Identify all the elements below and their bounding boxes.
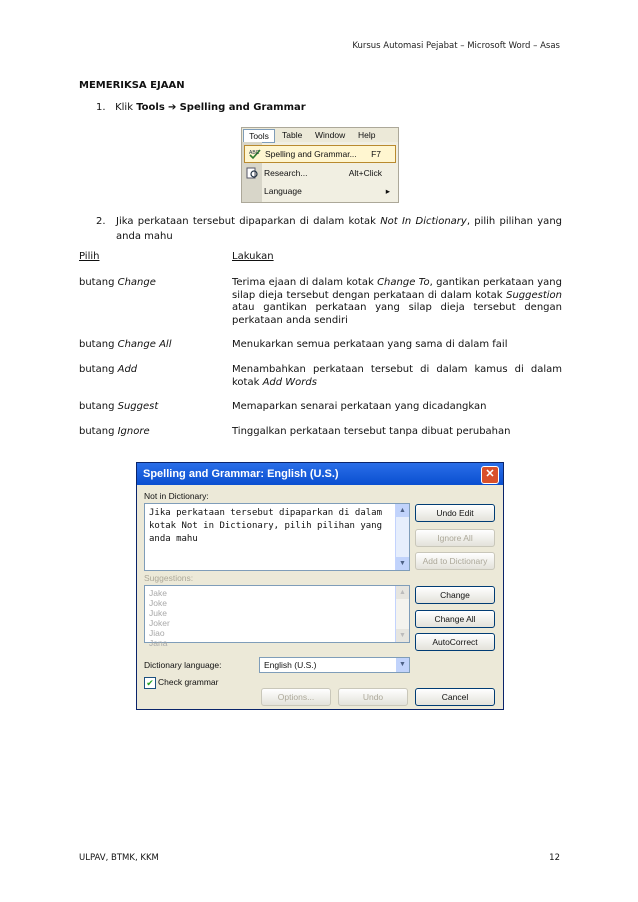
options-button[interactable]: Options...	[261, 688, 331, 706]
suggestions-list[interactable]	[144, 585, 410, 648]
row-option	[79, 277, 156, 288]
dictionary-language-label: Dictionary language:	[144, 660, 222, 670]
row-action	[232, 426, 562, 439]
list-item[interactable]: Jana	[149, 638, 168, 648]
step-target: Spelling and Grammar	[179, 102, 306, 113]
tools-menu-screenshot	[241, 127, 399, 203]
row-option	[79, 426, 150, 437]
menu-table[interactable]: Table	[282, 130, 303, 140]
menu-item-research[interactable]	[264, 165, 396, 181]
option-button-name: Add	[117, 364, 138, 375]
menu-window[interactable]: Window	[315, 130, 346, 140]
menu-item-label: Research...	[264, 168, 308, 178]
option-prefix: butang	[79, 426, 118, 437]
suggestions-items	[145, 586, 409, 650]
menu-help[interactable]: Help	[358, 130, 376, 140]
action-text: , gantikan perkataan yang silap dieja tersebut dengan perkataan di dalam kotak	[232, 277, 562, 301]
undo-button[interactable]: Undo	[338, 688, 408, 706]
option-prefix: butang	[79, 339, 118, 350]
close-icon[interactable]: ✕	[481, 466, 499, 484]
page-header: Kursus Automasi Pejabat – Microsoft Word – Asas	[352, 41, 560, 51]
dictionary-language-select[interactable]	[259, 657, 410, 673]
menu-bar	[242, 128, 398, 142]
check-grammar-label: Check grammar	[158, 677, 219, 687]
list-item[interactable]: Juke	[149, 608, 167, 618]
not-in-dictionary-textbox[interactable]	[144, 503, 410, 571]
menu-item-spelling[interactable]	[244, 145, 396, 163]
column-header-lakukan: Lakukan	[232, 251, 274, 262]
cancel-button[interactable]: Cancel	[415, 688, 495, 706]
row-action	[232, 277, 562, 327]
list-item[interactable]: Joker	[149, 618, 170, 628]
page-number: 12	[549, 853, 560, 863]
undo-edit-button[interactable]: Undo Edit	[415, 504, 495, 522]
option-button-name: Change	[117, 277, 156, 288]
submenu-arrow-icon: ▸	[385, 186, 390, 196]
menu-tools[interactable]: Tools	[243, 129, 275, 143]
ignore-all-button[interactable]: Ignore All	[415, 529, 495, 547]
autocorrect-button[interactable]: AutoCorrect	[415, 633, 495, 651]
action-text: Menukarkan semua perkataan yang sama di dalam fail	[232, 339, 508, 350]
step-text-emphasis: Not In Dictionary	[380, 216, 467, 227]
action-emphasis: Suggestion	[506, 289, 562, 301]
suggestions-label: Suggestions:	[144, 573, 194, 583]
option-button-name: Ignore	[117, 426, 150, 437]
row-action	[232, 364, 562, 389]
footer-organization: ULPAV, BTMK, KKM	[79, 853, 159, 863]
dialog-title: Spelling and Grammar: English (U.S.)	[143, 468, 339, 480]
row-action	[232, 401, 562, 414]
research-icon	[246, 167, 258, 179]
action-text: atau gantikan perkataan yang silap dieja tersebut dengan perkataan anda sendiri	[232, 302, 562, 326]
step-2-text	[116, 214, 562, 244]
menu-item-label: Language	[264, 186, 302, 196]
row-option	[79, 339, 171, 350]
row-option	[79, 364, 137, 375]
not-in-dictionary-label: Not in Dictionary:	[144, 491, 209, 501]
option-prefix: butang	[79, 401, 118, 412]
row-action	[232, 339, 562, 352]
step-prefix: Klik	[115, 102, 133, 113]
add-to-dictionary-button[interactable]: Add to Dictionary	[415, 552, 495, 570]
step-text: , pilih pilihan yang anda mahu	[116, 216, 562, 242]
menu-item-shortcut: Alt+Click	[348, 168, 382, 178]
list-item[interactable]: Joke	[149, 598, 167, 608]
option-prefix: butang	[79, 277, 118, 288]
section-title: MEMERIKSA EJAAN	[79, 80, 185, 91]
scroll-up-icon[interactable]: ▲	[396, 586, 409, 599]
scrollbar[interactable]	[395, 504, 409, 570]
check-grammar-checkbox[interactable]: ✔	[144, 677, 156, 689]
step-number: 1.	[96, 102, 106, 113]
dialog-titlebar[interactable]	[137, 463, 503, 485]
scroll-down-icon[interactable]: ▼	[396, 629, 409, 642]
spelling-grammar-dialog	[136, 462, 504, 710]
svg-text:ABC: ABC	[249, 150, 260, 156]
chevron-down-icon[interactable]: ▼	[396, 658, 409, 672]
scroll-up-icon[interactable]: ▲	[396, 504, 409, 517]
action-emphasis: Change To	[377, 277, 430, 288]
step-number: 2.	[96, 216, 106, 227]
action-emphasis: Add Words	[262, 376, 317, 388]
arrow-icon: ➔	[168, 102, 177, 113]
option-prefix: butang	[79, 364, 118, 375]
menu-item-label: Spelling and Grammar...	[265, 149, 357, 159]
menu-item-shortcut: F7	[371, 149, 381, 159]
spelling-check-icon	[249, 148, 261, 160]
column-header-pilih: Pilih	[79, 251, 100, 262]
scroll-down-icon[interactable]: ▼	[396, 557, 409, 570]
action-text: Terima ejaan di dalam kotak	[232, 277, 378, 288]
action-text: Menambahkan perkataan tersebut di dalam kamus di dalam kotak	[232, 364, 562, 388]
step-text: Jika perkataan tersebut dipaparkan di dalam kotak	[116, 216, 381, 227]
action-text: Memaparkan senarai perkataan yang dicadangkan	[232, 401, 487, 412]
list-item[interactable]: Jiao	[149, 628, 165, 638]
option-button-name: Change All	[117, 339, 172, 350]
scrollbar[interactable]	[395, 586, 409, 642]
option-button-name: Suggest	[117, 401, 159, 412]
change-button[interactable]: Change	[415, 586, 495, 604]
step-tools: Tools	[136, 102, 165, 113]
list-item[interactable]: Jake	[149, 588, 167, 598]
menu-item-language[interactable]	[264, 183, 396, 199]
step-1	[96, 100, 306, 115]
step-2	[96, 214, 562, 244]
change-all-button[interactable]: Change All	[415, 610, 495, 628]
not-in-dictionary-text[interactable]: Jika perkataan tersebut dipaparkan di dalam kotak Not in Dictionary, pilih pilihan yang anda mahu	[149, 508, 382, 544]
action-text: Tinggalkan perkataan tersebut tanpa dibuat perubahan	[232, 426, 511, 437]
selected-language: English (U.S.)	[264, 660, 317, 670]
row-option	[79, 401, 158, 412]
